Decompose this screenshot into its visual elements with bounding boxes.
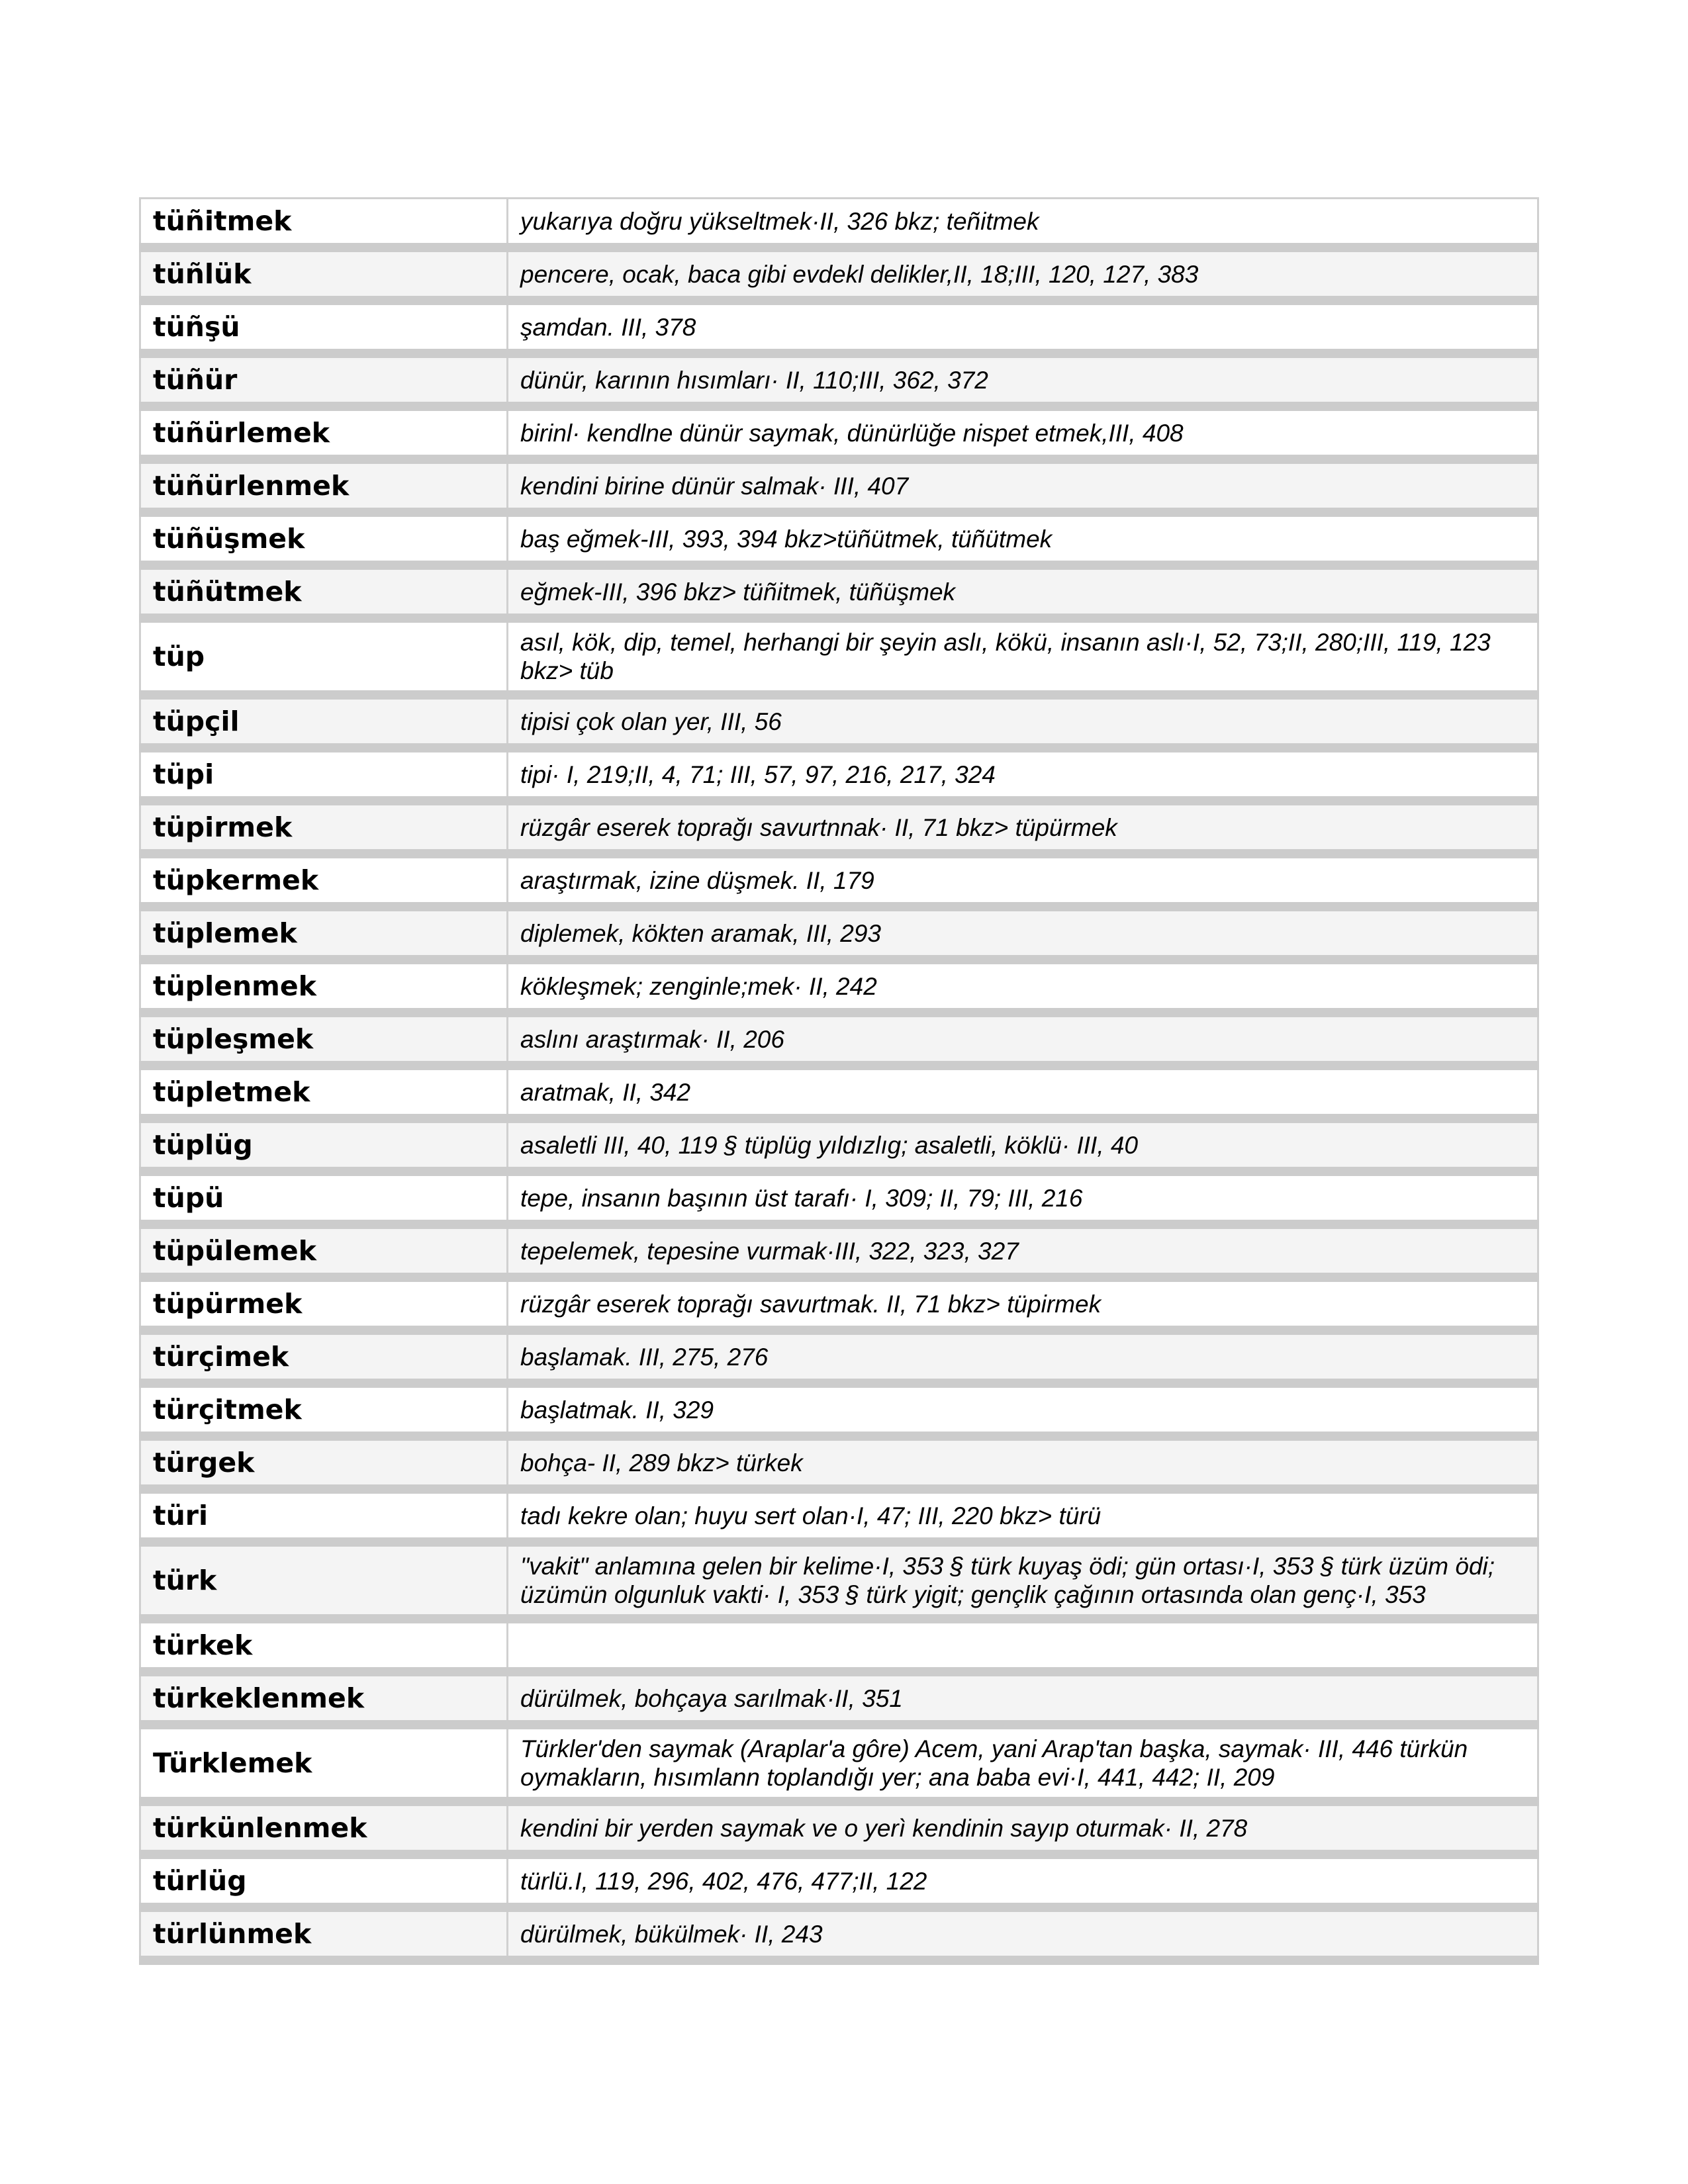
definition: bohça- II, 289 bkz> türkek [520, 1449, 803, 1477]
table-row [140, 300, 1538, 353]
table-row [140, 459, 1538, 512]
term-cell [140, 248, 508, 300]
definition: başlatmak. II, 329 [520, 1396, 714, 1424]
term: türi [153, 1500, 209, 1531]
term-cell [140, 353, 508, 406]
definition-cell [508, 406, 1538, 459]
table-row [140, 1489, 1538, 1542]
table-row [140, 1542, 1538, 1619]
definition-cell [508, 1066, 1538, 1118]
term-cell [140, 1383, 508, 1436]
table-row [140, 1330, 1538, 1383]
definition: rüzgâr eserek toprağı savurtmak. II, 71 bkz> tüpirmek [520, 1290, 1102, 1318]
term: türkünlenmek [153, 1812, 367, 1844]
definition-cell [508, 748, 1538, 801]
definition: baş eğmek-III, 393, 394 bkz>tüñütmek, tüñütmek [520, 525, 1053, 553]
definition-cell [508, 1330, 1538, 1383]
term-cell [140, 618, 508, 695]
definition-cell [508, 1171, 1538, 1224]
definition: aratmak, II, 342 [520, 1078, 691, 1106]
term-cell [140, 1672, 508, 1725]
definition-cell [508, 1383, 1538, 1436]
table-row [140, 960, 1538, 1013]
dictionary-table [139, 197, 1539, 1965]
definition: Türkler'den saymak (Araplar'a gôre) Acem, yani Arap'tan başka, saymak· III, 446 türkün oymakların, hısımlann toplandığı yer; ana baba evi·I, 441, 442; II, 209 [520, 1735, 1468, 1791]
table-row [140, 1224, 1538, 1277]
term-cell [140, 1854, 508, 1907]
table-row [140, 565, 1538, 618]
dictionary-body [140, 199, 1538, 1961]
definition-cell [508, 695, 1538, 748]
term-cell [140, 565, 508, 618]
term-cell [140, 1013, 508, 1066]
definition-cell [508, 1436, 1538, 1489]
term-cell [140, 1171, 508, 1224]
table-row [140, 801, 1538, 854]
definition: asıl, kök, dip, temel, herhangi bir şeyin aslı, kökü, insanın aslı·I, 52, 73;II, 280;III, 119, 123 bkz> tüb [520, 629, 1491, 684]
definition-cell [508, 300, 1538, 353]
definition: araştırmak, izine düşmek. II, 179 [520, 866, 874, 894]
definition: türlü.I, 119, 296, 402, 476, 477;II, 122 [520, 1867, 927, 1895]
term-cell [140, 1619, 508, 1672]
definition-cell [508, 1277, 1538, 1330]
table-row [140, 1801, 1538, 1854]
definition: asaletli III, 40, 119 § tüplüg yıldızlıg; asaletli, köklü· III, 40 [520, 1131, 1139, 1159]
term: tüñşü [153, 311, 240, 343]
definition-cell [508, 907, 1538, 960]
definition: tepe, insanın başının üst tarafı· I, 309; II, 79; III, 216 [520, 1184, 1083, 1212]
definition: diplemek, kökten aramak, III, 293 [520, 919, 881, 947]
definition: dünür, karının hısımları· II, 110;III, 362, 372 [520, 366, 988, 394]
definition-cell [508, 1118, 1538, 1171]
table-row [140, 512, 1538, 565]
table-row [140, 695, 1538, 748]
term-cell [140, 1542, 508, 1619]
table-row [140, 748, 1538, 801]
definition: dürülmek, bükülmek· II, 243 [520, 1920, 823, 1948]
definition: tipisi çok olan yer, III, 56 [520, 707, 782, 735]
term-cell [140, 1725, 508, 1801]
definition: aslını araştırmak· II, 206 [520, 1025, 784, 1053]
definition: birinl· kendlne dünür saymak, dünürlüğe nispet etmek,III, 408 [520, 419, 1184, 447]
definition-cell [508, 618, 1538, 695]
term: türlünmek [153, 1918, 312, 1950]
term-cell [140, 801, 508, 854]
term: tüpçil [153, 705, 240, 737]
term-cell [140, 406, 508, 459]
definition: kendini birine dünür salmak· III, 407 [520, 472, 909, 500]
table-row [140, 1725, 1538, 1801]
table-row [140, 1383, 1538, 1436]
table-row [140, 1066, 1538, 1118]
definition: kendini bir yerden saymak ve o yerì kendinin sayıp oturmak· II, 278 [520, 1814, 1248, 1842]
table-row [140, 1171, 1538, 1224]
term: tüpleşmek [153, 1023, 314, 1055]
term-cell [140, 1330, 508, 1383]
definition-cell [508, 353, 1538, 406]
definition-cell [508, 960, 1538, 1013]
definition: rüzgâr eserek toprağı savurtnnak· II, 71 bkz> tüpürmek [520, 813, 1117, 841]
term-cell [140, 1801, 508, 1854]
term: tüñürlenmek [153, 470, 350, 502]
table-row [140, 907, 1538, 960]
term-cell [140, 1118, 508, 1171]
definition: kökleşmek; zenginle;mek· II, 242 [520, 972, 877, 1000]
term: türçitmek [153, 1394, 302, 1426]
term-cell [140, 1277, 508, 1330]
term-cell [140, 695, 508, 748]
term-cell [140, 907, 508, 960]
definition: yukarıya doğru yükseltmek·II, 326 bkz; teñitmek [520, 207, 1039, 235]
term: tüñlük [153, 258, 252, 290]
definition-cell [508, 1542, 1538, 1619]
definition-cell [508, 1013, 1538, 1066]
table-row [140, 618, 1538, 695]
definition-cell [508, 512, 1538, 565]
term-cell [140, 300, 508, 353]
definition-cell [508, 1907, 1538, 1960]
term: tüpletmek [153, 1076, 310, 1108]
definition-cell [508, 1672, 1538, 1725]
term: tüñitmek [153, 205, 292, 237]
definition-cell [508, 199, 1538, 248]
table-row [140, 1907, 1538, 1960]
term: türçimek [153, 1341, 289, 1373]
term: tüñütmek [153, 576, 302, 608]
term: tüpürmek [153, 1288, 303, 1320]
term-cell [140, 1489, 508, 1542]
definition-cell [508, 1489, 1538, 1542]
term-cell [140, 960, 508, 1013]
term-cell [140, 512, 508, 565]
term-cell [140, 1907, 508, 1960]
table-row [140, 1619, 1538, 1672]
definition-cell [508, 1224, 1538, 1277]
term: tüpi [153, 758, 214, 790]
term: tüplemek [153, 917, 297, 949]
table-row [140, 1277, 1538, 1330]
definition-cell [508, 801, 1538, 854]
definition: tepelemek, tepesine vurmak·III, 322, 323, 327 [520, 1237, 1019, 1265]
definition: başlamak. III, 275, 276 [520, 1343, 769, 1371]
term: tüñür [153, 364, 238, 396]
definition: pencere, ocak, baca gibi evdekl delikler,II, 18;III, 120, 127, 383 [520, 260, 1199, 288]
term: türkek [153, 1629, 253, 1661]
definition-cell [508, 1619, 1538, 1672]
table-row [140, 854, 1538, 907]
term: türlüg [153, 1865, 247, 1897]
definition-cell [508, 1854, 1538, 1907]
definition-cell [508, 1725, 1538, 1801]
definition: eğmek-III, 396 bkz> tüñitmek, tüñüşmek [520, 578, 956, 606]
term: tüñüşmek [153, 523, 305, 555]
definition-cell [508, 854, 1538, 907]
term: tüpkermek [153, 864, 319, 896]
term-cell [140, 854, 508, 907]
definition: şamdan. III, 378 [520, 313, 696, 341]
term-cell [140, 1224, 508, 1277]
table-row [140, 1013, 1538, 1066]
term-cell [140, 1436, 508, 1489]
definition: "vakit" anlamına gelen bir kelime·I, 353 § türk kuyaş ödi; gün ortası·I, 353 § türk üzüm ödi; üzümün olgunluk vakti· I, 353 § türk yigit; gençlik çağının ortasında olan genç·I, 353 [520, 1553, 1495, 1608]
term: tüpülemek [153, 1235, 316, 1267]
table-row [140, 199, 1538, 248]
definition: tipi· I, 219;II, 4, 71; III, 57, 97, 216, 217, 324 [520, 760, 996, 788]
table-row [140, 353, 1538, 406]
table-row [140, 406, 1538, 459]
term: tüpü [153, 1182, 224, 1214]
term-cell [140, 748, 508, 801]
table-row [140, 248, 1538, 300]
term: tüñürlemek [153, 417, 330, 449]
term: tüplenmek [153, 970, 316, 1002]
term-cell [140, 199, 508, 248]
table-row [140, 1436, 1538, 1489]
definition: dürülmek, bohçaya sarılmak·II, 351 [520, 1684, 903, 1712]
definition-cell [508, 248, 1538, 300]
definition: tadı kekre olan; huyu sert olan·I, 47; III, 220 bkz> türü [520, 1502, 1102, 1529]
table-row [140, 1672, 1538, 1725]
definition-cell [508, 1801, 1538, 1854]
definition-cell [508, 459, 1538, 512]
term-cell [140, 459, 508, 512]
term: tüplüg [153, 1129, 253, 1161]
term: Türklemek [153, 1747, 312, 1779]
term: tüp [153, 641, 205, 672]
term: türgek [153, 1447, 255, 1479]
term-cell [140, 1066, 508, 1118]
definition-cell [508, 565, 1538, 618]
table-row [140, 1118, 1538, 1171]
table-row [140, 1854, 1538, 1907]
term: türk [153, 1565, 217, 1596]
term: türkeklenmek [153, 1682, 365, 1714]
term: tüpirmek [153, 811, 293, 843]
